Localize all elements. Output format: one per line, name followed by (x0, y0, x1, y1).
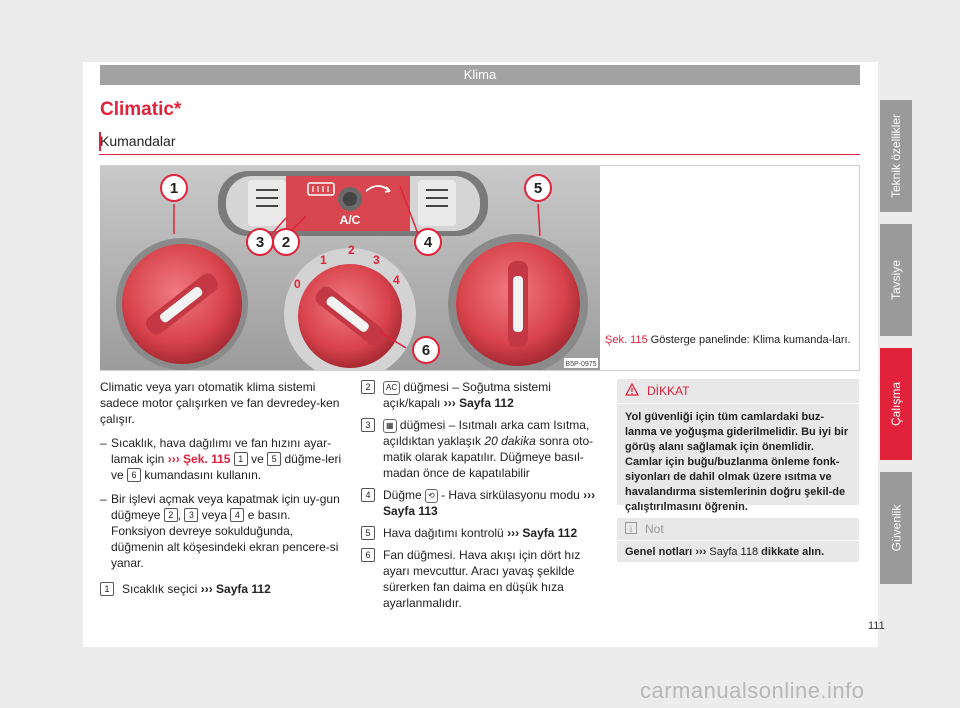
legend-item-1: 1 Sıcaklık seçici ››› Sayfa 112 (100, 581, 348, 597)
callout-5-label: 5 (533, 180, 543, 197)
climate-panel-illustration (100, 166, 600, 370)
callout-3-label: 3 (255, 234, 265, 251)
legend-item-6: 6 Fan düğmesi. Hava akışı için dört hız ayarı mevcuttur. Aracı yavaş şekilde sürerken fan daima en düşük hıza ayarlanmalıdır. (361, 547, 606, 611)
ac-key-icon: AC (383, 381, 400, 395)
ref-num-1: 1 (234, 452, 248, 466)
page-title: Climatic* (100, 99, 182, 120)
tab-teknik-ozellikler[interactable]: Teknik özellikler (880, 100, 912, 212)
subtitle-divider (99, 154, 860, 155)
page-number: 111 (868, 620, 885, 632)
warning-header (617, 379, 859, 404)
fan-mark-1: 1 (320, 253, 327, 267)
figure-code: B5P-0975 (565, 361, 597, 368)
fan-mark-2: 2 (348, 243, 355, 257)
section-header: Klima (100, 65, 860, 85)
fan-mark-0: 0 (294, 277, 301, 291)
ref-num-6: 6 (127, 468, 141, 482)
callout-4-label: 4 (423, 234, 433, 251)
ref-num-3: 3 (184, 508, 198, 522)
link-sayfa-112[interactable]: Sayfa 112 (522, 526, 578, 540)
legend-item-3: 3 ▦ düğmesi – Isıtmalı arka cam Isıtma, açıldıktan yaklaşık 20 dakika sonra oto-matik olarak kapatılır. Düğmeye basıl-madan önce de kapatılabilir (361, 417, 606, 481)
ac-label: A/C (339, 213, 361, 227)
instruction-2: – Bir işlevi açmak veya kapatmak için uy-gun düğmeye 2 , 3 veya 4 e basın. Fonksiyon devreye sokulduğunda, düğmenin alt köşesindeki ekran pencere-si yanar. (100, 491, 348, 571)
svg-text:i: i (629, 523, 633, 534)
link-sayfa-112[interactable]: Sayfa 112 (459, 396, 514, 410)
ref-num-2: 2 (164, 508, 178, 522)
note-text: Genel notları ››› Sayfa 118 dikkate alın. (625, 546, 825, 558)
ref-num-5: 5 (267, 452, 281, 466)
link-sayfa-112[interactable]: Sayfa 112 (216, 582, 271, 596)
info-icon (625, 522, 637, 537)
legend-item-2: 2 AC düğmesi – Soğutma sistemi açık/kapalı ››› Sayfa 112 (361, 379, 606, 411)
climate-control-figure (100, 166, 600, 370)
link-sayfa-118[interactable]: Sayfa 118 (709, 546, 759, 558)
callout-1-label: 1 (169, 180, 179, 197)
callout-2-label: 2 (281, 234, 291, 251)
link-sek-115[interactable]: Şek. 115 (183, 452, 231, 466)
legend-item-4: 4 Düğme ⟲ - Hava sirkülasyonu modu ››› Sayfa 113 (361, 487, 606, 519)
legend-item-5: 5 Hava dağıtımı kontrolü ››› Sayfa 112 (361, 525, 606, 541)
warning-box (617, 379, 859, 513)
rear-defrost-key-icon: ▦ (383, 419, 397, 433)
tab-guvenlik[interactable]: Güvenlik (880, 472, 912, 584)
seat-heater-left (248, 180, 286, 226)
intro-paragraph: Climatic veya yarı otomatik klima sistemi sadece motor çalışırken ve fan devredey-ken çalışır. (100, 380, 340, 426)
figure-caption (605, 333, 855, 348)
column-1 (100, 379, 348, 603)
note-header (617, 518, 859, 541)
column-2 (361, 379, 606, 617)
warning-title: DİKKAT (647, 384, 690, 398)
seat-heater-right (418, 180, 456, 226)
warning-text: Yol güvenliği için tüm camlardaki buz-lanma ve yoğuşma giderilmelidir. Bu iyi bir görüş alanı sağlamak için önemlidir. Camlar için buğu/buzlanma önleme fonk-siyonları de dahil olmak üzere ısıtma ve havalandırma sistemlerinin doğru şekil-de çalıştırılmasını öğrenin. (625, 411, 849, 513)
tab-calisma[interactable]: Çalışma (880, 348, 912, 460)
warning-icon (625, 383, 639, 399)
fan-mark-3: 3 (373, 253, 380, 267)
callout-6-label: 6 (421, 342, 431, 359)
watermark: carmanualsonline.info (640, 678, 865, 703)
link-sayfa-113[interactable]: Sayfa 113 (383, 504, 438, 518)
caption-ref: Şek. 115 (605, 334, 648, 346)
fan-mark-4: 4 (393, 273, 400, 287)
caption-text: Gösterge panelinde: Klima kumanda-ları. (650, 334, 851, 346)
ref-num-4: 4 (230, 508, 244, 522)
recirculation-key-icon: ⟲ (425, 489, 438, 503)
ref-arrow: ››› (167, 452, 180, 466)
instruction-1: – Sıcaklık, hava dağılımı ve fan hızını ayar-lamak için ››› Şek. 115 1 ve 5 düğme-leri ve 6 kumandasını kullanın. (100, 435, 348, 483)
subtitle: Kumandalar (100, 133, 176, 149)
tab-tavsiye[interactable]: Tavsiye (880, 224, 912, 336)
note-box (617, 518, 859, 562)
note-title: Not (645, 522, 664, 536)
